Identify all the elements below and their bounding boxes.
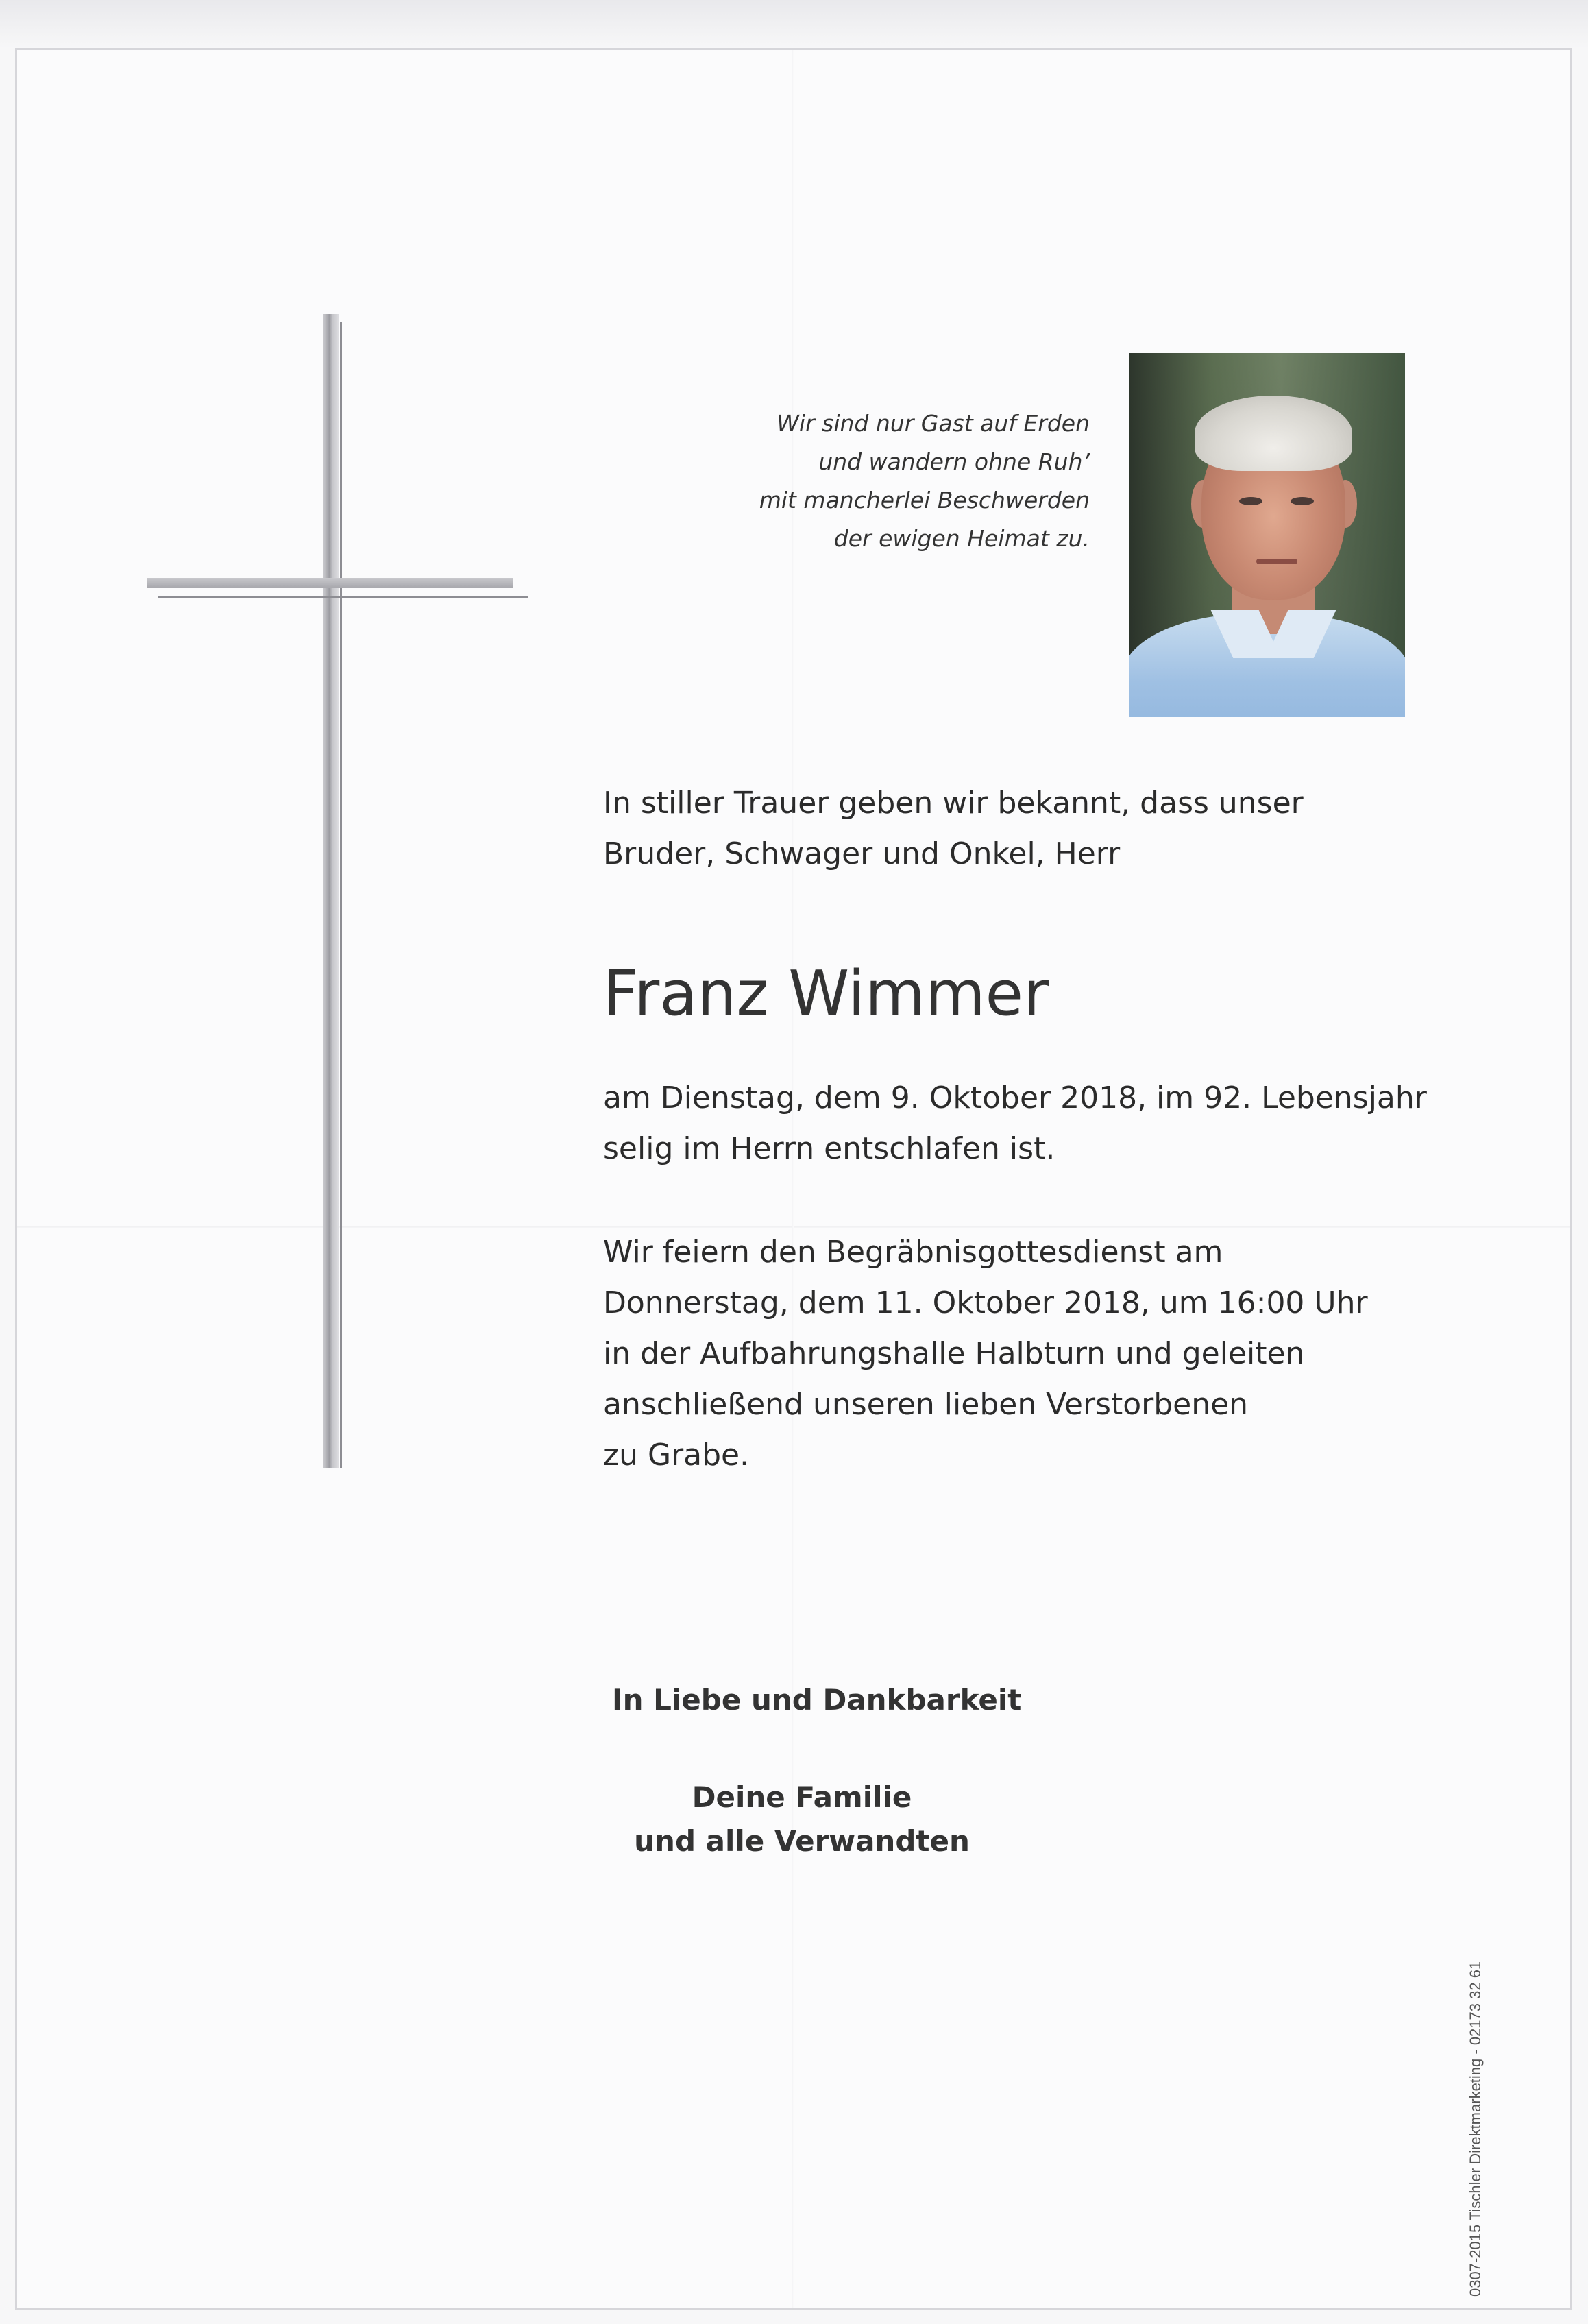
cross-horizontal-shadow bbox=[158, 596, 528, 598]
signature-line: Deine Familie bbox=[692, 1780, 912, 1814]
announcement-intro bbox=[603, 778, 1304, 880]
vertical-fold-line bbox=[792, 50, 794, 2308]
scan-top-edge bbox=[0, 0, 1588, 48]
cross-horizontal-beam bbox=[147, 578, 513, 588]
intro-line: In stiller Trauer geben wir bekannt, dass unser bbox=[603, 786, 1304, 821]
poem-line: und wandern ohne Ruh’ bbox=[818, 448, 1090, 475]
cross-vertical-shadow bbox=[340, 322, 342, 1468]
signature bbox=[617, 1776, 987, 1863]
death-details bbox=[603, 1073, 1427, 1174]
cross-vertical-beam bbox=[323, 314, 339, 1468]
service-line: in der Aufbahrungshalle Halbturn und geleiten bbox=[603, 1336, 1305, 1371]
death-line: selig im Herrn entschlafen ist. bbox=[603, 1131, 1055, 1166]
service-line: Donnerstag, dem 11. Oktober 2018, um 16:00 Uhr bbox=[603, 1285, 1368, 1320]
printer-imprint: 0307-2015 Tischler Direktmarketing - 02173 32 61 bbox=[1467, 1961, 1484, 2297]
signature-line: und alle Verwandten bbox=[634, 1824, 970, 1858]
funeral-service-details bbox=[603, 1227, 1368, 1481]
closing-phrase: In Liebe und Dankbarkeit bbox=[612, 1683, 1022, 1717]
intro-line: Bruder, Schwager und Onkel, Herr bbox=[603, 836, 1121, 871]
deceased-name: Franz Wimmer bbox=[603, 958, 1049, 1030]
death-line: am Dienstag, dem 9. Oktober 2018, im 92. Lebensjahr bbox=[603, 1080, 1427, 1115]
service-line: anschließend unseren lieben Verstorbenen bbox=[603, 1387, 1249, 1422]
service-line: zu Grabe. bbox=[603, 1438, 750, 1473]
poem-line: Wir sind nur Gast auf Erden bbox=[777, 410, 1090, 437]
poem bbox=[404, 404, 1090, 558]
poem-line: mit mancherlei Beschwerden bbox=[759, 487, 1090, 513]
portrait-photo bbox=[1129, 353, 1405, 717]
service-line: Wir feiern den Begräbnisgottesdienst am bbox=[603, 1235, 1223, 1270]
poem-line: der ewigen Heimat zu. bbox=[833, 525, 1090, 552]
